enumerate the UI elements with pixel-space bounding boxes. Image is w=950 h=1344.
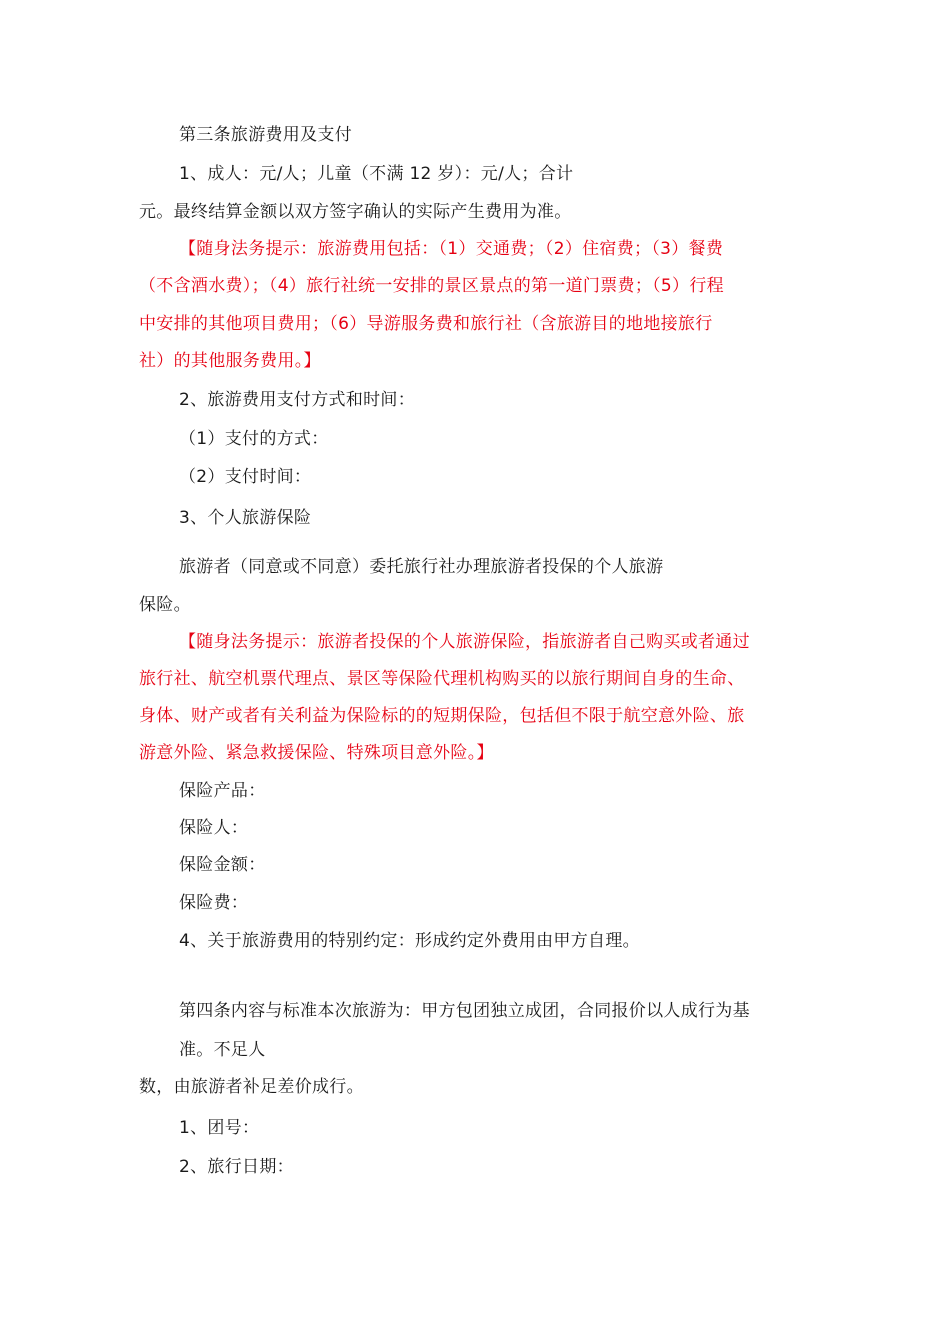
insurance-consent-line-2: 保险。 <box>139 595 191 615</box>
travel-date-field: 2、旅行日期： <box>179 1157 294 1177</box>
insurance-product-field: 保险产品： <box>179 781 266 801</box>
insured-amount-field: 保险金额： <box>179 855 266 875</box>
insurer-field: 保险人： <box>179 818 249 838</box>
legal-tip-insurance-line-1: 【随身法务提示：旅游者投保的个人旅游保险，指旅游者自己购买或者通过 <box>179 632 750 652</box>
legal-tip-insurance-line-2: 旅行社、航空机票代理点、景区等保险代理机构购买的以旅行期间自身的生命、 <box>139 669 745 689</box>
payment-method-heading: 2、旅游费用支付方式和时间： <box>179 390 416 410</box>
fee-line-1: 1、成人：元/人；儿童（不满 12 岁）：元/人；合计 <box>179 164 574 184</box>
legal-tip-insurance-line-4: 游意外险、紧急救援保险、特殊项目意外险。】 <box>139 743 494 763</box>
article-4-line-2: 准。不足人 <box>179 1040 266 1060</box>
legal-tip-fees-line-3: 中安排的其他项目费用；（6）导游服务费和旅行社（含旅游目的地地接旅行 <box>139 314 713 334</box>
legal-tip-fees-line-4: 社）的其他服务费用。】 <box>139 351 321 371</box>
legal-tip-insurance-line-3: 身体、财产或者有关利益为保险标的的短期保险，包括但不限于航空意外险、旅 <box>139 706 745 726</box>
payment-method-item: （1）支付的方式： <box>179 429 329 449</box>
group-number-field: 1、团号： <box>179 1118 260 1138</box>
legal-tip-fees-line-2: （不含酒水费）；（4）旅行社统一安排的景区景点的第一道门票费；（5）行程 <box>139 276 724 296</box>
article-4-line-1: 第四条内容与标准本次旅游为：甲方包团独立成团，合同报价以人成行为基 <box>179 1001 750 1021</box>
fee-line-1-continued: 元。最终结算金额以双方签字确认的实际产生费用为准。 <box>139 202 572 222</box>
insurance-consent-line-1: 旅游者（同意或不同意）委托旅行社办理旅游者投保的个人旅游 <box>179 557 664 577</box>
special-agreement-line: 4、关于旅游费用的特别约定：形成约定外费用由甲方自理。 <box>179 931 640 951</box>
payment-time-item: （2）支付时间： <box>179 467 312 487</box>
article-3-heading: 第三条旅游费用及支付 <box>179 125 352 145</box>
legal-tip-fees-line-1: 【随身法务提示：旅游费用包括：（1）交通费；（2）住宿费；（3）餐费 <box>179 239 724 259</box>
premium-field: 保险费： <box>179 893 249 913</box>
insurance-heading: 3、个人旅游保险 <box>179 508 312 528</box>
article-4-line-3: 数，由旅游者补足差价成行。 <box>139 1077 364 1097</box>
